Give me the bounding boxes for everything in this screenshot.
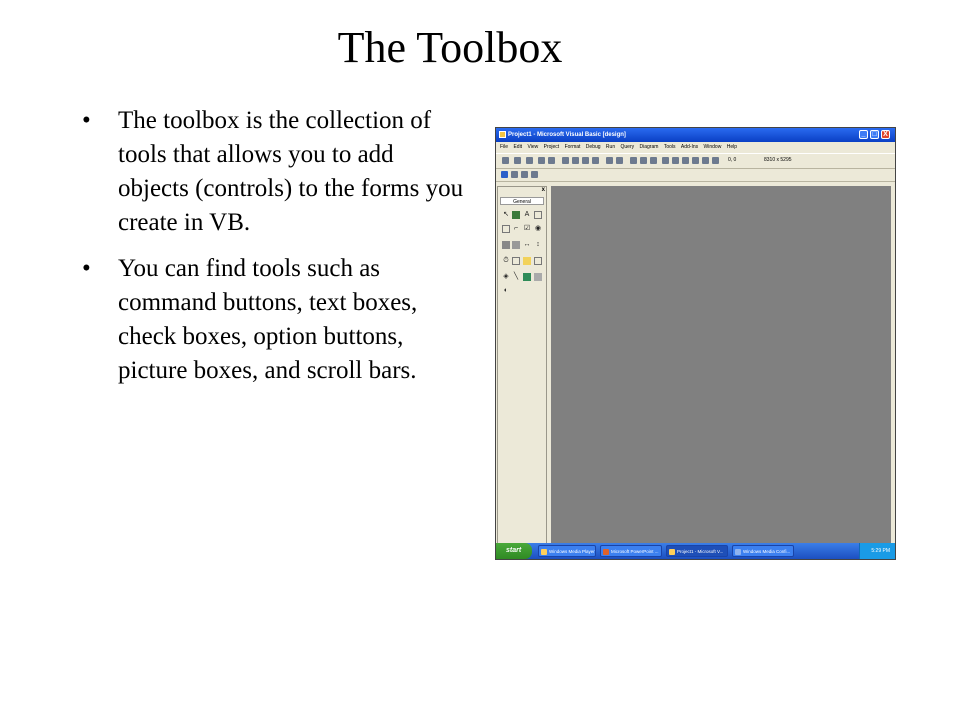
filelist-icon[interactable] xyxy=(534,257,542,265)
vb-ide-screenshot xyxy=(495,127,896,560)
media-config-icon xyxy=(735,549,741,555)
window-title: Project1 - Microsoft Visual Basic [design] xyxy=(508,132,626,138)
data-icon[interactable] xyxy=(534,273,542,281)
optionbutton-icon[interactable]: ◉ xyxy=(534,225,542,232)
task-label: Project1 - Microsoft V... xyxy=(677,549,724,554)
shape-icon[interactable]: ◈ xyxy=(503,273,509,280)
undo-icon[interactable] xyxy=(606,157,613,164)
bullet-text: The toolbox is the collection of tools that allows you to add objects (controls) to the forms you create in VB. xyxy=(118,107,464,236)
toolbox-close-button[interactable]: x xyxy=(541,187,545,193)
properties-icon[interactable] xyxy=(672,157,679,164)
pointer-icon[interactable]: ↖ xyxy=(503,211,509,218)
design-workspace[interactable] xyxy=(551,186,891,543)
menu-edit[interactable]: Edit xyxy=(513,144,523,150)
menu-run[interactable]: Run xyxy=(605,144,616,150)
find-icon[interactable] xyxy=(592,157,599,164)
standard-toolbar xyxy=(496,153,895,169)
line-icon[interactable]: ╲ xyxy=(513,273,519,280)
position-readout: 0, 0 xyxy=(728,157,737,163)
menu-view[interactable]: View xyxy=(527,144,539,150)
start-button[interactable]: start xyxy=(496,543,532,559)
frame-icon[interactable] xyxy=(502,225,510,233)
task-powerpoint[interactable] xyxy=(600,545,662,557)
bullet-item xyxy=(78,252,468,388)
module-icon[interactable] xyxy=(511,171,518,178)
bullet-text: You can find tools such as command buttons, text boxes, check boxes, option buttons, picture boxes, and scroll bars. xyxy=(118,255,418,384)
vb-icon xyxy=(669,549,675,555)
vscroll-icon[interactable]: ↕ xyxy=(536,241,540,248)
bullet-dot: • xyxy=(82,107,91,134)
form-icon[interactable] xyxy=(501,171,508,178)
menu-tools[interactable]: Tools xyxy=(663,144,676,150)
paste-icon[interactable] xyxy=(582,157,589,164)
bullet-item xyxy=(78,104,468,240)
project-explorer-icon[interactable] xyxy=(662,157,669,164)
menu-format[interactable]: Format xyxy=(564,144,581,150)
menu-window[interactable]: Window xyxy=(703,144,722,150)
task-windows-media-player[interactable] xyxy=(538,545,596,557)
timer-icon[interactable]: ⏱ xyxy=(503,257,509,264)
task-visual-basic[interactable] xyxy=(666,545,728,557)
toolbox-icon[interactable] xyxy=(702,157,709,164)
menu-editor-icon[interactable] xyxy=(526,157,533,164)
image-icon[interactable] xyxy=(523,273,531,281)
label-icon[interactable]: A xyxy=(524,211,530,218)
add-project-icon[interactable] xyxy=(502,157,509,164)
menu-project[interactable]: Project xyxy=(543,144,560,150)
toolbox-panel xyxy=(497,186,547,546)
powerpoint-icon xyxy=(603,549,609,555)
listbox-icon[interactable] xyxy=(512,241,520,249)
bullet-dot: • xyxy=(82,255,91,282)
menu-bar xyxy=(496,142,895,153)
menu-help[interactable]: Help xyxy=(726,144,737,150)
bullet-list xyxy=(78,104,468,400)
save-icon[interactable] xyxy=(548,157,555,164)
clock: 5:29 PM xyxy=(871,548,890,554)
drivelist-icon[interactable] xyxy=(512,257,520,265)
system-tray xyxy=(859,543,895,559)
cut-icon[interactable] xyxy=(562,157,569,164)
menu-query[interactable]: Query xyxy=(620,144,635,150)
break-icon[interactable] xyxy=(640,157,647,164)
close-button[interactable]: X xyxy=(881,130,890,139)
slide-title: The Toolbox xyxy=(337,23,563,72)
open-icon[interactable] xyxy=(538,157,545,164)
copy-icon[interactable] xyxy=(572,157,579,164)
task-label: Windows Media Player xyxy=(549,549,595,554)
combobox-icon[interactable] xyxy=(502,241,510,249)
menu-diagram[interactable]: Diagram xyxy=(639,144,659,150)
view-code-icon[interactable] xyxy=(521,171,528,178)
checkbox-icon[interactable]: ☑ xyxy=(523,225,531,232)
ole-icon[interactable]: ◐ xyxy=(503,287,509,294)
vb-app-icon xyxy=(499,131,506,138)
toolbox-general-tab[interactable]: General xyxy=(500,197,544,205)
task-label: Microsoft PowerPoint ... xyxy=(611,549,659,554)
view-object-icon[interactable] xyxy=(531,171,538,178)
textbox-icon[interactable] xyxy=(534,211,542,219)
media-player-icon xyxy=(541,549,547,555)
size-readout: 8310 x 5295 xyxy=(764,157,792,163)
dirlist-icon[interactable] xyxy=(523,257,531,265)
hscroll-icon[interactable]: ↔ xyxy=(523,241,531,248)
window-titlebar[interactable] xyxy=(496,128,895,142)
object-browser-icon[interactable] xyxy=(692,157,699,164)
secondary-toolbar xyxy=(496,168,895,182)
windows-taskbar xyxy=(496,543,895,559)
commandbutton-icon[interactable]: ⌐ xyxy=(513,225,519,232)
task-label: Windows Media Confi... xyxy=(743,549,791,554)
maximize-button[interactable]: □ xyxy=(870,130,879,139)
end-icon[interactable] xyxy=(650,157,657,164)
menu-file[interactable]: File xyxy=(500,144,509,150)
menu-debug[interactable]: Debug xyxy=(585,144,601,150)
picturebox-icon[interactable] xyxy=(512,211,520,219)
start-icon[interactable] xyxy=(630,157,637,164)
minimize-button[interactable]: _ xyxy=(859,130,868,139)
menu-add-ins[interactable]: Add-Ins xyxy=(680,144,699,150)
redo-icon[interactable] xyxy=(616,157,623,164)
data-view-icon[interactable] xyxy=(712,157,719,164)
add-form-icon[interactable] xyxy=(514,157,521,164)
form-layout-icon[interactable] xyxy=(682,157,689,164)
task-media-config[interactable] xyxy=(732,545,794,557)
